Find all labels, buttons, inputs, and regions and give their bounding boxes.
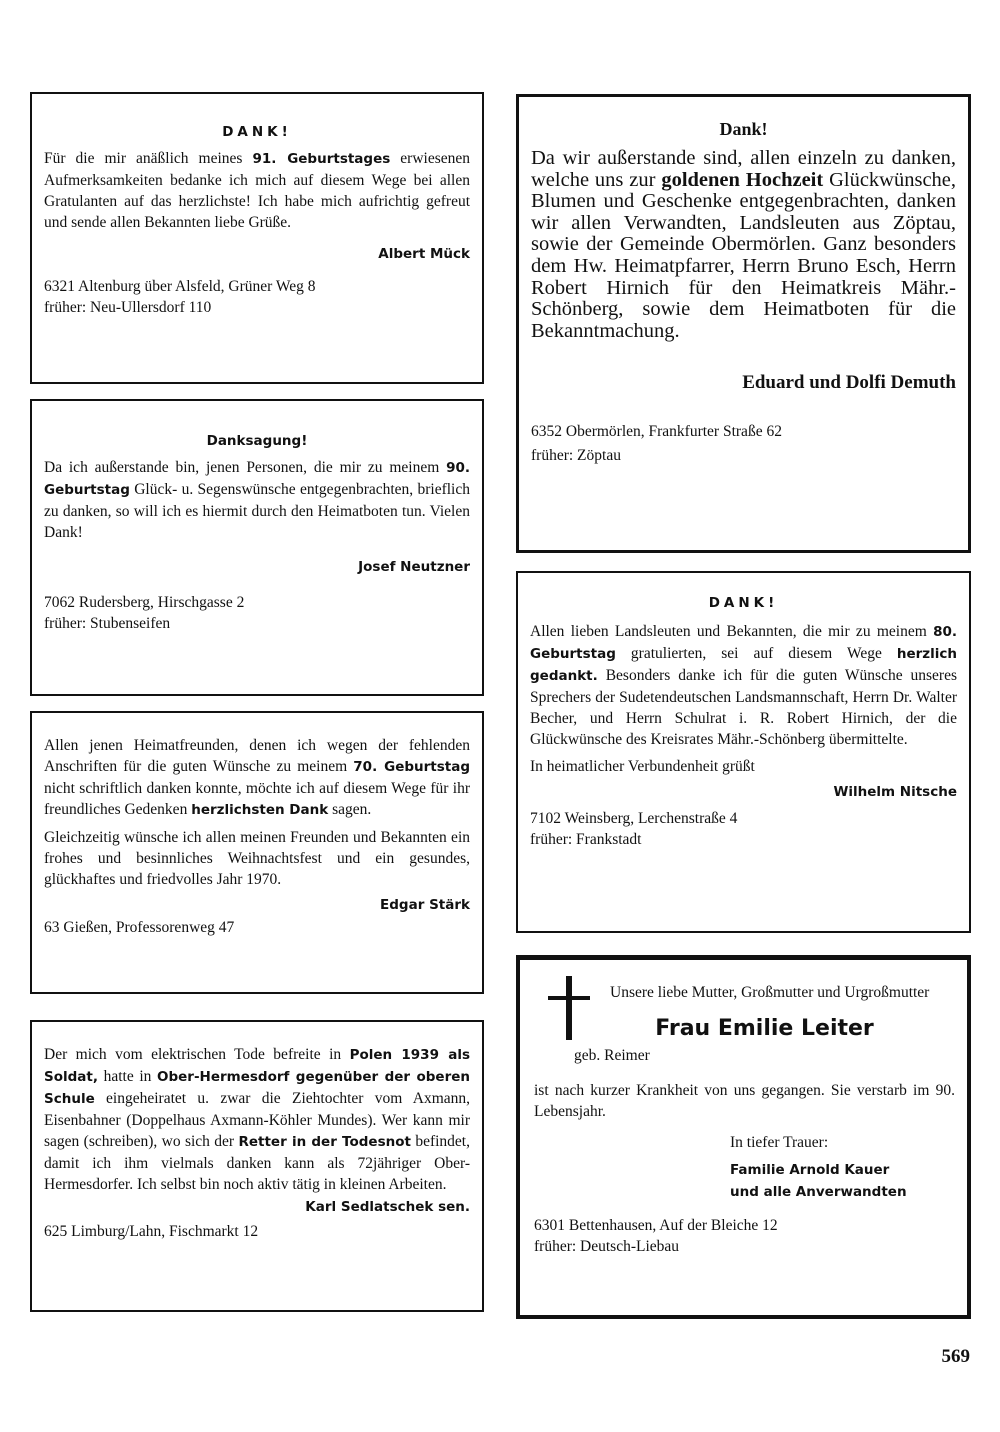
notice-address: 6321 Altenburg über Alsfeld, Grüner Weg 8 bbox=[44, 278, 316, 295]
notice-address-former: früher: Zöptau bbox=[531, 447, 621, 465]
notice-address-former: früher: Frankstadt bbox=[530, 831, 642, 848]
notice-title: DANK! bbox=[708, 595, 779, 611]
notice-body: Allen lieben Landsleuten und Bekannten, die mir zu meinem 80. Geburtstag gratulierten, sei auf diesem Wege herzlich gedankt. Besonders danke ich für die guten Wünsche unseres Sprechers der Sudetendeutschen Landsmannschaft, Herrn Dr. Walter Becher, und Herrn Schulrat i. R. Robert Hirnich, der die Glückwünsche des Kreisrates Mähr.-Schönberg übermittelte. bbox=[530, 623, 958, 748]
obituary-emilie-leiter bbox=[516, 955, 971, 1319]
obituary-family: Familie Arnold Kauer bbox=[730, 1162, 890, 1178]
page-number: 569 bbox=[941, 1346, 970, 1367]
obituary-address: 6301 Bettenhausen, Auf der Bleiche 12 bbox=[534, 1217, 778, 1234]
notice-dank-demuth bbox=[516, 94, 971, 553]
notice-address: 6352 Obermörlen, Frankfurter Straße 62 bbox=[531, 423, 782, 441]
cross-icon bbox=[548, 976, 590, 1040]
notice-title: DANK! bbox=[222, 124, 292, 140]
notice-body: Für die mir anäßlich meines 91. Geburtstages erwiesenen Aufmerksamkeiten bedanke ich mich auf diesem Wege bei allen Gratulanten auf das herzlichste! Ich habe mich aufrichtig gefreut und sende allen Bekannten liebe Grüße. bbox=[44, 150, 471, 231]
notice-greeting: In heimatlicher Verbundenheit grüßt bbox=[530, 758, 755, 775]
notice-address: 63 Gießen, Professorenweg 47 bbox=[44, 919, 235, 936]
notice-signature: Josef Neutzner bbox=[358, 559, 470, 575]
notice-signature: Albert Mück bbox=[378, 246, 470, 262]
notice-dank-wilhelm-nitsche bbox=[516, 571, 971, 933]
notice-address-former: früher: Neu-Ullersdorf 110 bbox=[44, 299, 212, 316]
notice-body: Der mich vom elektrischen Tode befreite in Polen 1939 als Soldat, hatte in Ober-Hermesdorf gegenüber der oberen Schule eingeheiratet u. zwar die Ziehtochter vom Axmann, Eisenbahner (Doppelhaus Axmann-Köhler Mundes). Wer kann mir sagen (schreiben), wo sich der Retter in der Todesnot befindet, damit ich ihm vielmals danken kann als 72jähriger Ober-Hermesdorfer. Ich selbst bin noch aktiv tätig in kleinen Arbeiten. bbox=[44, 1046, 471, 1193]
notice-signature: Eduard und Dolfi Demuth bbox=[742, 372, 956, 394]
obituary-intro: Unsere liebe Mutter, Großmutter und Urgroßmutter bbox=[610, 984, 930, 1001]
notice-signature: Karl Sedlatschek sen. bbox=[305, 1199, 470, 1215]
notice-body-greeting: Gleichzeitig wünsche ich allen meinen Freunden und Bekannten ein frohes und besinnliches Weihnachtsfest und ein gesundes, glückhaftes und friedvolles Jahr 1970. bbox=[44, 829, 470, 888]
notice-title: Dank! bbox=[719, 119, 768, 139]
obituary-mourning: In tiefer Trauer: bbox=[730, 1134, 829, 1151]
notice-dank-albert-mueck bbox=[30, 92, 484, 384]
notice-title: Danksagung! bbox=[206, 433, 308, 449]
notice-address: 625 Limburg/Lahn, Fischmarkt 12 bbox=[44, 1223, 259, 1240]
notice-address: 7062 Rudersberg, Hirschgasse 2 bbox=[44, 594, 245, 611]
notice-body: Allen jenen Heimatfreunden, denen ich wegen der fehlenden Anschriften für die guten Wünsche zu meinem 70. Geburtstag nicht schriftlich danken konnte, möchte ich auf diesem Wege für ihr freundliches Gedenken herzlichsten Dank sagen. bbox=[44, 737, 471, 818]
notice-signature: Edgar Stärk bbox=[380, 897, 470, 913]
notice-body: Da wir außerstande sind, allen einzeln zu danken, welche uns zur goldenen Hochzeit Glückwünsche, Blumen und Geschenke entgegenbrachten, danken wir allen Verwandten, Landsleuten aus Zöptau, sowie der Gemeinde Obermörlen. Ganz besonders dem Hw. Heimatpfarrer, Herrn Bruno Esch, Herrn Robert Hirnich für den Heimatkreis Mähr.-Schönberg, sowie dem Heimatboten für die Bekanntmachung. bbox=[531, 147, 957, 342]
notice-karl-sedlatschek bbox=[30, 1020, 484, 1312]
notice-address: 7102 Weinsberg, Lerchenstraße 4 bbox=[530, 810, 738, 827]
obituary-text: ist nach kurzer Krankheit von uns gegangen. Sie verstarb im 90. Lebensjahr. bbox=[534, 1082, 955, 1120]
notice-edgar-staerk bbox=[30, 711, 484, 994]
notice-signature: Wilhelm Nitsche bbox=[833, 784, 957, 800]
obituary-name: Frau Emilie Leiter bbox=[655, 1016, 874, 1041]
notice-danksagung-josef-neutzner bbox=[30, 399, 484, 696]
notice-address-former: früher: Stubenseifen bbox=[44, 615, 171, 632]
obituary-relatives: und alle Anverwandten bbox=[730, 1184, 907, 1200]
notice-body: Da ich außerstande bin, jenen Personen, die mir zu meinem 90. Geburtstag Glück- u. Segenswünsche entgegenbrachten, brieflich zu danken, so will ich es hiermit durch den Heimatboten tun. Vielen Dank! bbox=[44, 459, 470, 541]
obituary-address-former: früher: Deutsch-Liebau bbox=[534, 1238, 680, 1255]
obituary-born: geb. Reimer bbox=[574, 1047, 650, 1064]
